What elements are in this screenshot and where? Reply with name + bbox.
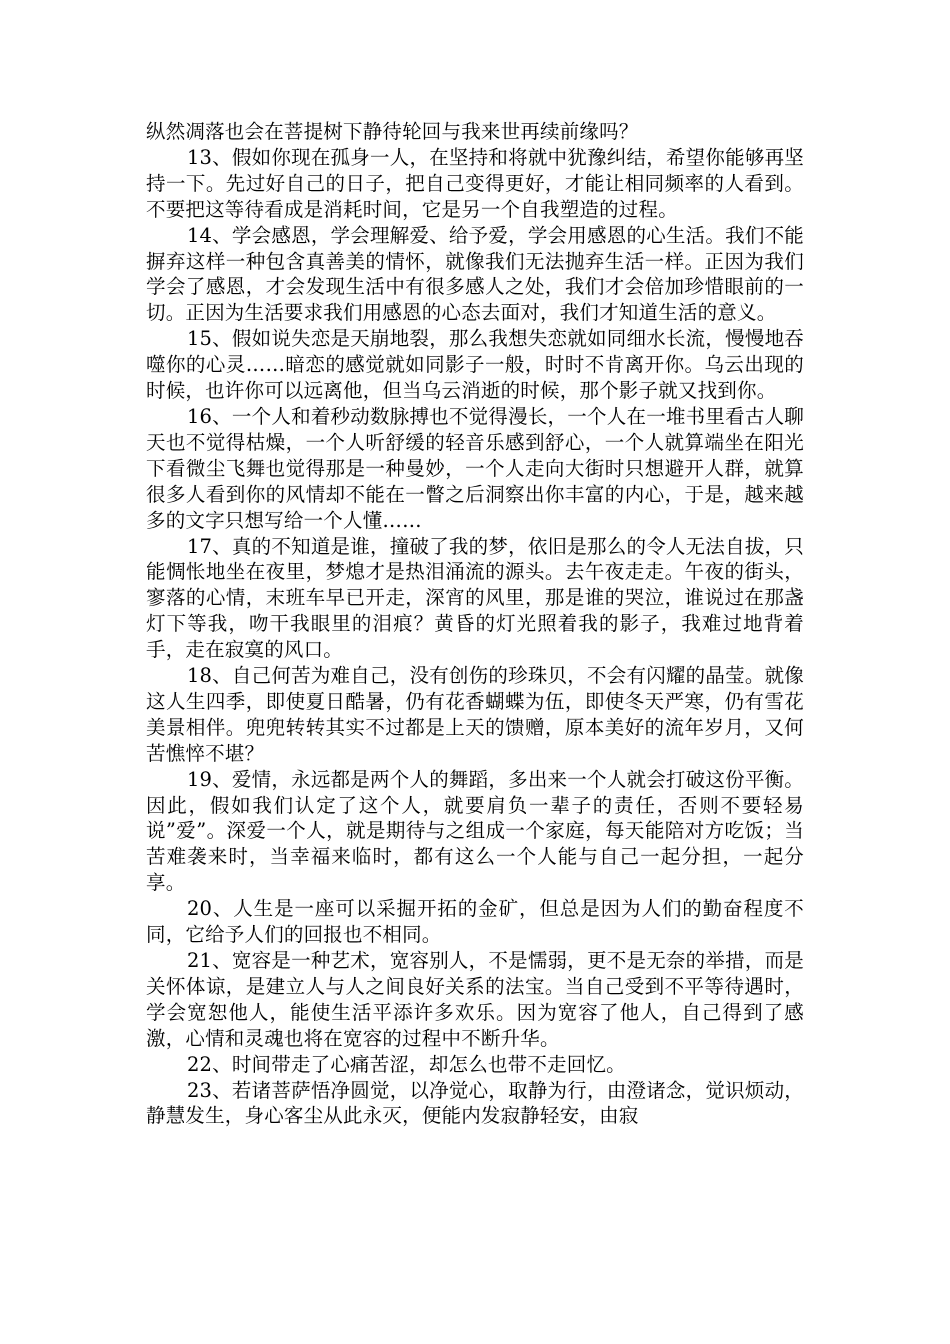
paragraph-20: 20、人生是一座可以采掘开拓的金矿，但总是因为人们的勤奋程度不同，它给予人们的回报也不相同。 [146,897,804,947]
paragraph-23: 23、若诸菩萨悟净圆觉，以净觉心，取静为行，由澄诸念，觉识烦动，静慧发生，身心客尘从此永灭，便能内发寂静轻安，由寂 [146,1078,804,1128]
paragraph-13: 13、假如你现在孤身一人，在坚持和将就中犹豫纠结，希望你能够再坚持一下。先过好自己的日子，把自己变得更好，才能让相同频率的人看到。不要把这等待看成是消耗时间，它是另一个自我塑造的过程。 [146,145,804,221]
paragraph-18: 18、自己何苦为难自己，没有创伤的珍珠贝，不会有闪耀的晶莹。就像这人生四季，即使夏日酷暑，仍有花香蝴蝶为伍，即使冬天严寒，仍有雪花美景相伴。兜兜转转其实不过都是上天的馈赠，原本美好的流年岁月，又何苦憔悴不堪？ [146,664,804,765]
paragraph-21: 21、宽容是一种艺术，宽容别人，不是懦弱，更不是无奈的举措，而是关怀体谅，是建立人与人之间良好关系的法宝。当自己受到不平等待遇时，学会宽恕他人，能使生活平添许多欢乐。因为宽容了他人，自己得到了感激，心情和灵魂也将在宽容的过程中不断升华。 [146,949,804,1050]
paragraph-12-continuation: 纵然凋落也会在菩提树下静待轮回与我来世再续前缘吗？ [146,120,639,143]
paragraph-15: 15、假如说失恋是天崩地裂，那么我想失恋就如同细水长流，慢慢地吞噬你的心灵……暗恋的感觉就如同影子一般，时时不肯离开你。乌云出现的时候，也许你可以远离他，但当乌云消逝的时候，那个影子就又找到你。 [146,327,804,403]
paragraph-22: 22、时间带走了心痛苦涩，却怎么也带不走回忆。 [186,1052,626,1076]
paragraph-16: 16、一个人和着秒动数脉搏也不觉得漫长，一个人在一堆书里看古人聊天也不觉得枯燥，一个人听舒缓的轻音乐感到舒心，一个人就算端坐在阳光下看微尘飞舞也觉得那是一种曼妙，一个人走向大街时只想避开人群，就算很多人看到你的风情却不能在一瞥之后洞察出你丰富的内心，于是，越来越多的文字只想写给一个人懂…… [146,404,804,532]
paragraph-17: 17、真的不知道是谁，撞破了我的梦，依旧是那么的令人无法自拔，只能惆怅地坐在夜里，梦熄才是热泪涌流的源头。去午夜走走。午夜的街头，寥落的心情，末班车早已开走，深宵的风里，那是谁的哭泣，谁说过在那盏灯下等我，吻干我眼里的泪痕？黄昏的灯光照着我的影子，我难过地背着手，走在寂寞的风口。 [146,534,804,662]
paragraph-14: 14、学会感恩，学会理解爱、给予爱，学会用感恩的心生活。我们不能摒弃这样一种包含真善美的情怀，就像我们无法抛弃生活一样。正因为我们学会了感恩，才会发现生活中有很多感人之处，我们才会倍加珍惜眼前的一切。正因为生活要求我们用感恩的心态去面对，我们才知道生活的意义。 [146,223,804,325]
document-body [146,119,804,1129]
paragraph-19: 19、爱情，永远都是两个人的舞蹈，多出来一个人就会打破这份平衡。因此，假如我们认定了这个人，就要肩负一辈子的责任，否则不要轻易说”爱”。深爱一个人，就是期待与之组成一个家庭，每天能陪对方吃饭；当苦难袭来时，当幸福来临时，都有这么一个人能与自己一起分担，一起分享。 [146,767,804,895]
